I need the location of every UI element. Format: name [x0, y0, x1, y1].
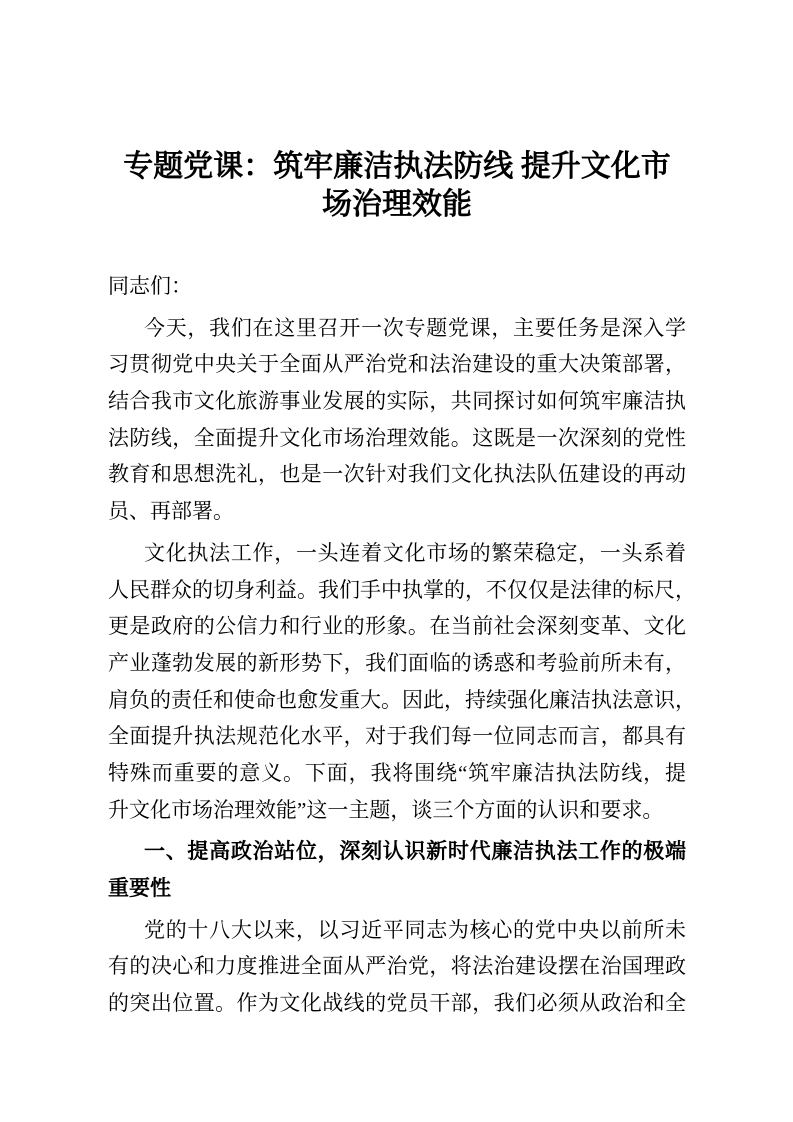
text-line: 文化执法工作，一头连着文化市场的繁荣稳定，一头系着 — [144, 540, 686, 565]
paragraph — [108, 310, 686, 530]
paragraph — [108, 912, 686, 1022]
text-line: 教育和思想洗礼，也是一次针对我们文化执法队伍建设的再动 — [108, 462, 686, 487]
text-line: 升文化市场治理效能”这一主题，谈三个方面的认识和要求。 — [108, 797, 664, 822]
text-line: 一、提高政治站位，深刻认识新时代廉洁执法工作的极端 — [144, 839, 686, 864]
text-line: 党的十八大以来，以习近平同志为核心的党中央以前所未 — [144, 917, 686, 942]
text-line: 员、再部署。 — [108, 499, 234, 524]
salutation: 同志们： — [108, 274, 192, 298]
document-title — [106, 148, 688, 224]
text-line: 全面提升执法规范化水平，对于我们每一位同志而言，都具有 — [108, 724, 686, 749]
text-line: 法防线，全面提升文化市场治理效能。这既是一次深刻的党性 — [108, 425, 686, 450]
text-line: 更是政府的公信力和行业的形象。在当前社会深刻变革、文化 — [108, 614, 686, 639]
section-heading — [108, 833, 686, 906]
text-line: 结合我市文化旅游事业发展的实际，共同探讨如何筑牢廉洁执 — [108, 389, 686, 414]
text-line: 人民群众的切身利益。我们手中执掌的，不仅仅是法律的标尺， — [108, 577, 696, 602]
title-line: 场治理效能 — [322, 188, 472, 221]
salutation-paragraph — [108, 268, 686, 305]
text-line: 的突出位置。作为文化战线的党员干部，我们必须从政治和全 — [108, 991, 686, 1016]
document-body — [108, 268, 696, 1027]
text-line: 有的决心和力度推进全面从严治党，将法治建设摆在治国理政 — [108, 954, 686, 979]
text-line: 肩负的责任和使命也愈发重大。因此，持续强化廉洁执法意识， — [108, 687, 696, 712]
text-line: 特殊而重要的意义。下面，我将围绕“筑牢廉洁执法防线，提 — [108, 760, 686, 785]
text-line: 习贯彻党中央关于全面从严治党和法治建设的重大决策部署， — [108, 352, 686, 377]
title-line: 专题党课：筑牢廉洁执法防线 提升文化市 — [123, 150, 671, 183]
text-line: 今天，我们在这里召开一次专题党课，主要任务是深入学 — [144, 315, 686, 340]
text-line: 重要性 — [108, 876, 171, 900]
paragraph — [108, 535, 696, 829]
text-line: 产业蓬勃发展的新形势下，我们面临的诱惑和考验前所未有， — [108, 650, 686, 675]
